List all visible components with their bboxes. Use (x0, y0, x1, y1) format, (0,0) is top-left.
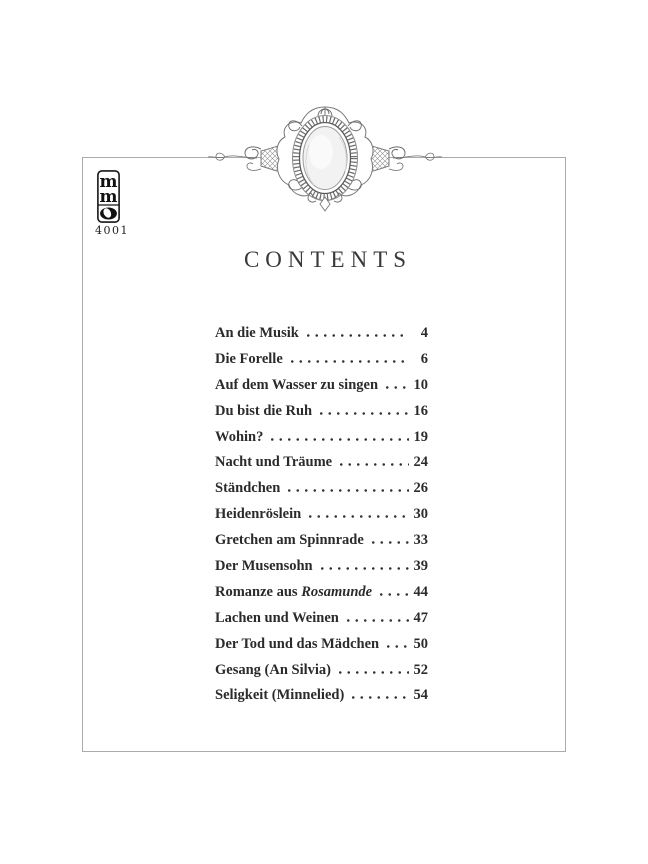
toc-entry (215, 454, 428, 480)
toc-leader-dots (344, 619, 409, 622)
toc-entry-title: Nacht und Träume (215, 454, 333, 471)
toc-entry-title: Der Tod und das Mädchen (215, 635, 380, 652)
toc-entry-title: Romanze aus (215, 583, 302, 600)
toc-leader-dots (317, 412, 408, 415)
toc-entry (215, 506, 428, 532)
toc-list (215, 325, 428, 713)
toc-entry-page: 19 (413, 428, 428, 445)
toc-entry-page: 52 (413, 661, 428, 678)
toc-entry (215, 636, 428, 662)
toc-leader-dots (304, 334, 409, 337)
toc-entry-title: Ständchen (215, 480, 281, 497)
toc-entry-page: 10 (413, 376, 428, 393)
toc-leader-dots (369, 541, 409, 544)
mmo-logo-icon (97, 170, 120, 223)
toc-entry-title: Der Musensohn (215, 558, 313, 575)
toc-entry-page: 6 (420, 350, 428, 367)
toc-entry (215, 558, 428, 584)
contents-title: CONTENTS (243, 247, 413, 272)
toc-entry-title: Wohin? (215, 428, 264, 445)
toc-entry (215, 429, 428, 455)
toc-entry-page: 30 (413, 506, 428, 523)
toc-entry (215, 610, 428, 636)
toc-entry-title: Seligkeit (Minnelied) (215, 687, 345, 704)
toc-leader-dots (306, 515, 408, 518)
toc-entry-page: 24 (413, 454, 428, 471)
toc-leader-dots (383, 386, 408, 389)
toc-leader-dots (377, 593, 408, 596)
toc-entry-title: Die Forelle (215, 350, 283, 367)
toc-entry-page: 39 (413, 558, 428, 575)
toc-leader-dots (337, 463, 408, 466)
toc-entry-title: Lachen und Weinen (215, 609, 339, 626)
toc-leader-dots (349, 696, 408, 699)
toc-entry-page: 4 (420, 325, 428, 341)
logo-letter-m2: m (99, 187, 118, 207)
toc-entry-title-italic: Rosamunde (301, 583, 373, 600)
toc-entry-page: 33 (413, 532, 428, 549)
toc-entry (215, 325, 428, 351)
toc-entry (215, 662, 428, 688)
toc-leader-dots (288, 360, 409, 363)
toc-entry-page: 50 (413, 635, 428, 652)
toc-leader-dots (285, 489, 408, 492)
catalog-number: 4001 (95, 224, 129, 237)
toc-leader-dots (336, 671, 408, 674)
toc-entry (215, 532, 428, 558)
toc-entry-title: An die Musik (215, 325, 299, 341)
toc-entry-title: Du bist die Ruh (215, 402, 313, 419)
toc-entry-title: Heidenröslein (215, 506, 302, 523)
toc-entry-page: 54 (413, 687, 428, 704)
toc-leader-dots (268, 438, 408, 441)
toc-entry-page: 47 (413, 609, 428, 626)
toc-entry-page: 16 (413, 402, 428, 419)
toc-entry-title: Gretchen am Spinnrade (215, 532, 364, 549)
cartouche-ornament-icon (205, 101, 445, 213)
toc-entry (215, 351, 428, 377)
toc-leader-dots (318, 567, 409, 570)
toc-entry-page: 44 (413, 583, 428, 600)
toc-entry-title: Gesang (An Silvia) (215, 661, 332, 678)
toc-entry-page: 26 (413, 480, 428, 497)
toc-entry (215, 584, 428, 610)
toc-entry (215, 480, 428, 506)
toc-entry (215, 403, 428, 429)
toc-entry (215, 377, 428, 403)
toc-leader-dots (384, 645, 408, 648)
toc-entry-title: Auf dem Wasser zu singen (215, 376, 379, 393)
toc-entry (215, 687, 428, 713)
logo-letter-m1: m (99, 172, 118, 192)
